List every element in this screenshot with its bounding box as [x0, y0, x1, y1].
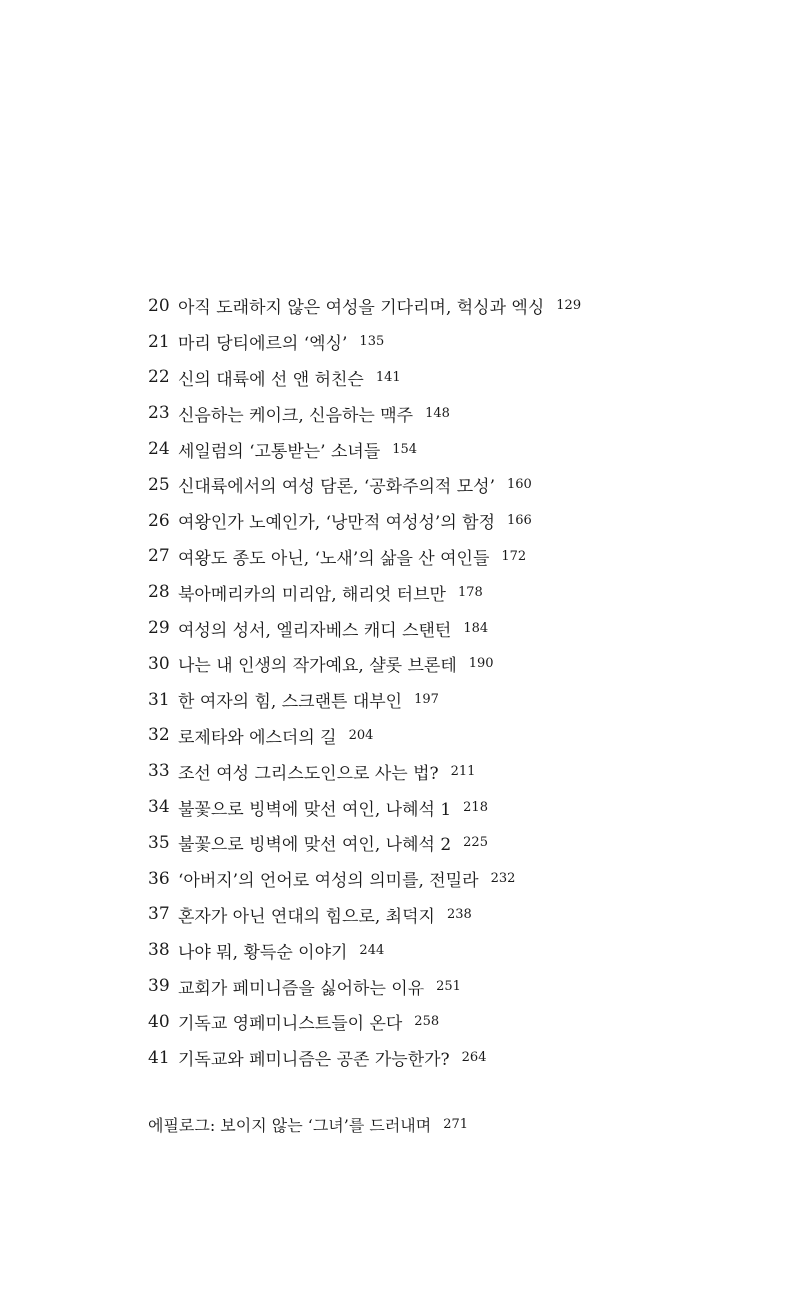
entry-title: 조선 여성 그리스도인으로 사는 법? — [178, 763, 439, 784]
toc-entry — [148, 503, 768, 539]
entry-page-number: 204 — [348, 727, 374, 743]
toc-entry — [148, 1040, 768, 1076]
entry-number: 25 — [148, 474, 170, 495]
toc-entry — [148, 861, 768, 897]
entry-number: 30 — [148, 653, 170, 674]
entry-page-number: 148 — [425, 405, 450, 421]
entry-number: 33 — [148, 761, 170, 782]
entry-page-number: 211 — [450, 763, 476, 779]
entry-number: 36 — [148, 868, 170, 889]
entry-number: 28 — [148, 582, 170, 603]
entry-page-number: 178 — [457, 584, 483, 600]
entry-number: 40 — [148, 1011, 170, 1032]
entry-title: 여성의 성서, 엘리자베스 캐디 스탠턴 — [178, 620, 452, 641]
entry-title: 불꽃으로 빙벽에 맞선 여인, 나혜석 1 — [178, 799, 452, 820]
entry-page-number: 264 — [461, 1050, 487, 1066]
epilogue-title: 에필로그: 보이지 않는 ‘그녀’를 드러내며 — [148, 1116, 432, 1135]
entry-title: 기독교와 페미니즘은 공존 가능한가? — [178, 1050, 450, 1071]
entry-title: ‘아버지’의 언어로 여성의 의미를, 전밀라 — [178, 871, 479, 892]
entry-page-number: 184 — [463, 620, 489, 636]
entry-number: 32 — [148, 725, 170, 746]
entry-title: 신대륙에서의 여성 담론, ‘공화주의적 모성’ — [178, 477, 496, 498]
entry-page-number: 166 — [507, 513, 532, 529]
entry-page-number: 129 — [556, 298, 582, 314]
toc-entry — [148, 574, 768, 610]
entry-number: 31 — [148, 689, 170, 710]
toc-entry — [148, 825, 768, 861]
toc-entry — [148, 610, 768, 646]
entry-number: 22 — [148, 367, 170, 388]
entry-title: 나야 뭐, 황득순 이야기 — [178, 942, 348, 963]
epilogue-page-number: 271 — [443, 1117, 469, 1132]
toc-entry — [148, 1004, 768, 1040]
toc-entry — [148, 932, 768, 968]
entry-number: 34 — [148, 797, 170, 818]
toc-epilogue-entry — [148, 1113, 468, 1136]
entry-page-number: 135 — [359, 334, 385, 350]
entry-number: 39 — [148, 976, 170, 997]
entry-number: 29 — [148, 618, 170, 639]
entry-page-number: 232 — [490, 871, 516, 887]
entry-title: 여왕인가 노예인가, ‘낭만적 여성성’의 함정 — [178, 513, 496, 534]
entry-number: 23 — [148, 403, 170, 424]
toc-entry — [148, 539, 768, 575]
toc-entry — [148, 897, 768, 933]
entry-title: 혼자가 아닌 연대의 힘으로, 최덕지 — [178, 906, 435, 927]
entry-page-number: 238 — [446, 906, 472, 922]
entry-page-number: 197 — [414, 692, 439, 708]
entry-title: 불꽃으로 빙벽에 맞선 여인, 나혜석 2 — [178, 835, 452, 856]
toc-entry — [148, 467, 768, 503]
entry-page-number: 160 — [507, 477, 532, 493]
entry-title: 아직 도래하지 않은 여성을 기다리며, 헉싱과 엑싱 — [178, 298, 545, 319]
entry-title: 세일럼의 ‘고통받는’ 소녀들 — [178, 441, 381, 462]
entry-page-number: 258 — [414, 1014, 440, 1030]
entry-title: 북아메리카의 미리암, 해리엇 터브만 — [178, 584, 446, 605]
entry-page-number: 225 — [463, 835, 488, 851]
toc-entry — [148, 789, 768, 825]
entry-page-number: 251 — [436, 978, 461, 994]
toc-entry — [148, 324, 768, 360]
entry-title: 나는 내 인생의 작가예요, 샬롯 브론테 — [178, 656, 457, 677]
entry-page-number: 244 — [359, 942, 385, 958]
toc-entry — [148, 360, 768, 396]
entry-title: 마리 당티에르의 ‘엑싱’ — [178, 334, 348, 355]
entry-number: 26 — [148, 510, 170, 531]
entry-title: 여왕도 종도 아닌, ‘노새’의 삶을 산 여인들 — [178, 548, 490, 569]
entry-title: 신음하는 케이크, 신음하는 맥주 — [178, 405, 414, 426]
entry-number: 38 — [148, 940, 170, 961]
toc-entry — [148, 431, 768, 467]
entry-title: 교회가 페미니즘을 싫어하는 이유 — [178, 978, 425, 999]
toc-entry — [148, 682, 768, 718]
entry-number: 24 — [148, 439, 170, 460]
toc-entry — [148, 718, 768, 754]
toc-entry — [148, 968, 768, 1004]
entry-number: 37 — [148, 904, 170, 925]
entry-page-number: 141 — [375, 369, 401, 385]
toc-entry — [148, 395, 768, 431]
toc-entry — [148, 646, 768, 682]
entry-number: 21 — [148, 331, 170, 352]
entry-number: 20 — [148, 295, 170, 316]
entry-title: 한 여자의 힘, 스크랜튼 대부인 — [178, 692, 403, 713]
toc-entry — [148, 288, 768, 324]
entry-title: 로제타와 에스더의 길 — [178, 727, 337, 748]
entry-title: 신의 대륙에 선 앤 허친슨 — [178, 369, 364, 390]
table-of-contents — [148, 288, 768, 1076]
entry-number: 41 — [148, 1047, 170, 1068]
entry-title: 기독교 영페미니스트들이 온다 — [178, 1014, 403, 1035]
entry-page-number: 154 — [392, 441, 418, 457]
entry-page-number: 218 — [463, 799, 488, 815]
entry-page-number: 190 — [468, 656, 494, 672]
entry-number: 27 — [148, 546, 170, 567]
entry-number: 35 — [148, 832, 170, 853]
entry-page-number: 172 — [501, 548, 527, 564]
toc-entry — [148, 753, 768, 789]
